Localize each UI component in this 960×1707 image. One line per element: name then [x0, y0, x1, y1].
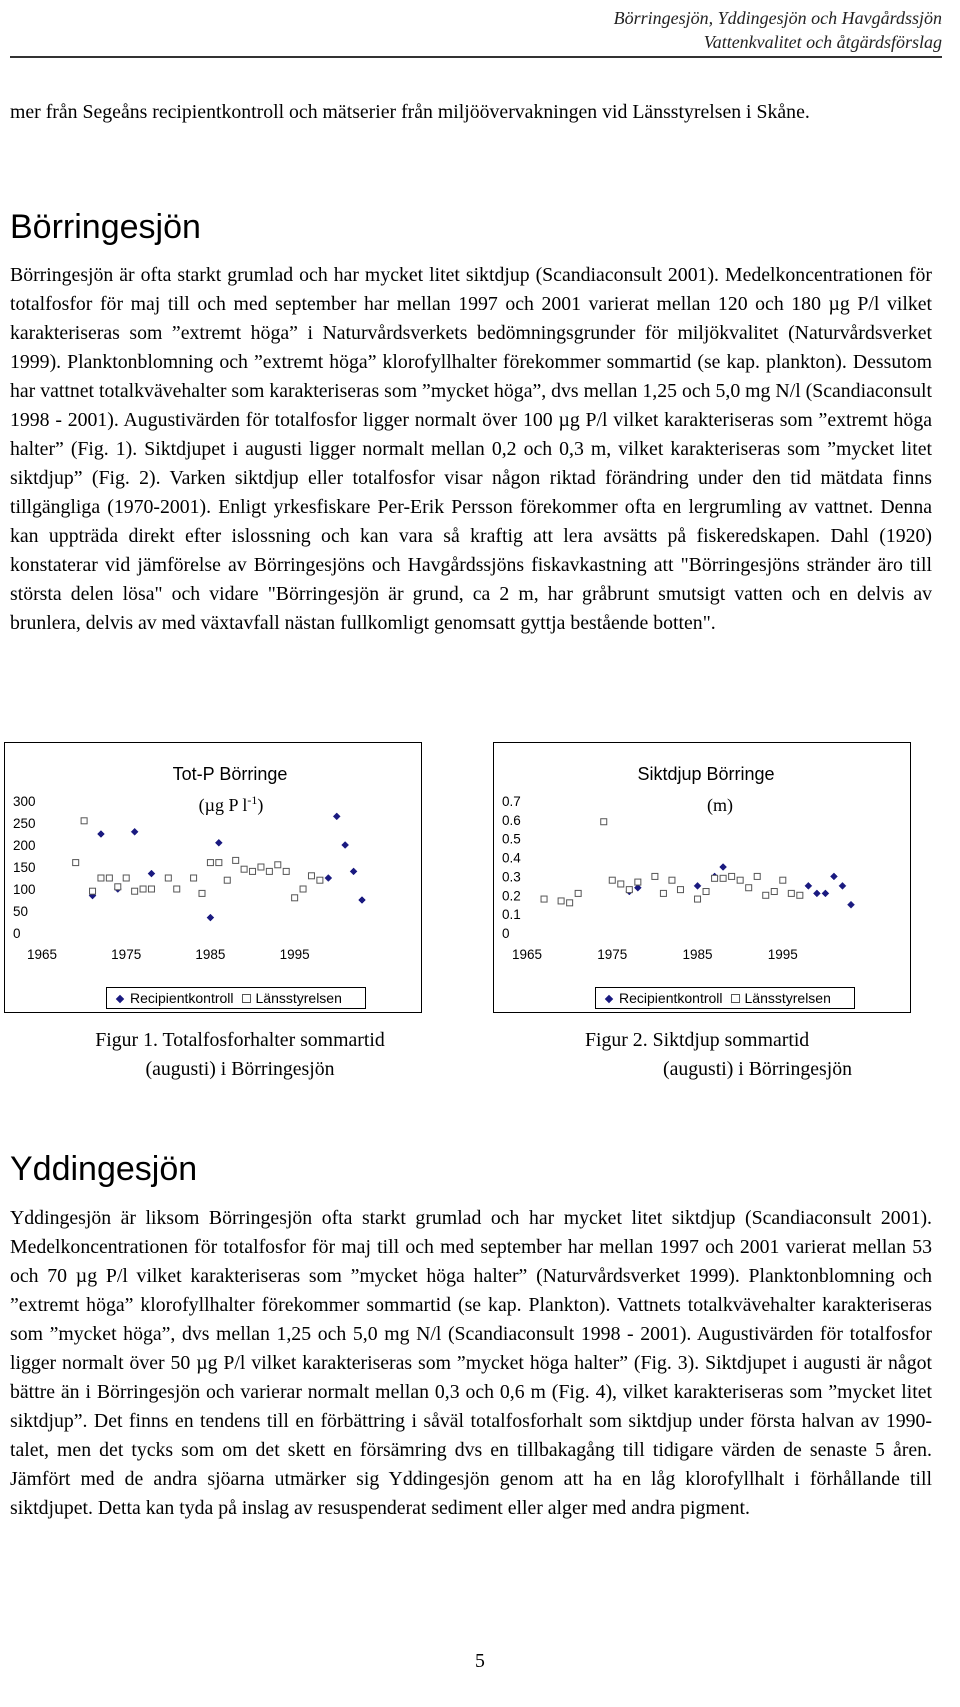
data-point-lansstyrelsen: [567, 900, 573, 906]
data-point-lansstyrelsen: [191, 875, 197, 881]
y-tick-label: 50: [13, 904, 29, 919]
legend-lansstyrelsen: Länsstyrelsen: [255, 990, 342, 1006]
y-tick-label: 0.4: [502, 850, 521, 866]
caption-line-2: (augusti) i Börringesjön: [663, 1058, 852, 1080]
data-point-lansstyrelsen: [199, 890, 205, 896]
data-point-lansstyrelsen: [140, 886, 146, 892]
data-point-lansstyrelsen: [300, 886, 306, 892]
y-tick-label: 250: [13, 816, 36, 831]
section-heading-borringesjon: Börringesjön: [10, 208, 201, 246]
data-point-lansstyrelsen: [541, 896, 547, 902]
y-tick-label: 0: [13, 926, 21, 941]
data-point-recipientkontroll: [350, 868, 357, 875]
data-point-lansstyrelsen: [258, 864, 264, 870]
data-point-recipientkontroll: [839, 882, 846, 889]
x-tick-label: 1975: [111, 947, 142, 962]
data-point-lansstyrelsen: [797, 892, 803, 898]
diamond-marker-icon: [605, 995, 613, 1003]
data-point-lansstyrelsen: [241, 866, 247, 872]
y-tick-label: 0.5: [502, 831, 521, 847]
legend-lansstyrelsen: Länsstyrelsen: [744, 990, 831, 1006]
data-point-lansstyrelsen: [754, 873, 760, 879]
data-point-recipientkontroll: [342, 842, 349, 849]
x-tick-label: 1965: [26, 947, 58, 962]
running-header: [614, 6, 942, 54]
section-paragraph-yddingesjon: Yddingesjön är liksom Börringesjön ofta starkt grumlad och har mycket litet siktdjup (Scandiaconsult 2001). Medelkoncentrationen för totalfosfor för maj till och med september har mellan 1997 och 2001 varierat mellan 53 och 70 µg P/l vilket karakteriseras som ”mycket höga halter” (Naturvårdsverket 1999). Planktonblomning och ”extremt höga” klorofyllhalter förekommer sommartid (se kap. Plankton). Vattnets totalkvävehalter karakteriseras som ”mycket höga”, dvs mellan 1,25 och 5,0 mg N/l (Scandiaconsult 1998 - 2001). Augustivärden för totalfosfor ligger normalt över 50 µg P/l vilket karakteriseras som ”mycket höga halter” (Fig. 3). Siktdjupet i augusti är något bättre än i Börringesjön och varierar normalt mellan 0,3 och 0,6 m (Fig. 4), vilket karakteriseras som ”mycket litet siktdjup”. Det finns en tendens till en förbättring i såväl totalfosforhalt som siktdjup under första halvan av 1990-talet, men det tycks som om det skett en försämring dvs en tillbakagång till tidigare värden de senaste 5 åren. Jämfört med de andra sjöarna utmärker sig Yddingesjön genom att ha en låg klorofyllhalt i förhållande till siktdjupet. Detta kan tyda på inslag av resuspenderat sediment eller alger med andra pigment.: [10, 1207, 932, 1519]
data-point-lansstyrelsen: [308, 873, 314, 879]
data-point-recipientkontroll: [215, 839, 222, 846]
y-tick-label: 100: [13, 882, 36, 897]
square-marker-icon: [242, 994, 251, 1003]
section-heading-yddingesjon: Yddingesjön: [10, 1150, 198, 1188]
chart-unit: (m): [707, 795, 733, 815]
data-point-recipientkontroll: [131, 828, 138, 835]
data-point-lansstyrelsen: [720, 875, 726, 881]
data-point-lansstyrelsen: [165, 875, 171, 881]
data-point-lansstyrelsen: [148, 886, 154, 892]
data-point-lansstyrelsen: [90, 888, 96, 894]
data-point-lansstyrelsen: [609, 877, 615, 883]
figure-2-caption: [560, 1026, 960, 1084]
page-number: 5: [475, 1650, 485, 1672]
figure-2-legend: [595, 987, 855, 1009]
data-point-recipientkontroll: [822, 890, 829, 897]
section-paragraph-borringesjon: Börringesjön är ofta starkt grumlad och har mycket litet siktdjup (Scandiaconsult 2001). Medelkoncentrationen för totalfosfor för maj till och med september har mellan 1997 och 2001 varierat mellan 120 och 180 µg P/l vilket karakteriseras som ”extremt höga” i Naturvårdsverkets bedömningsgrunder för miljökvalitet (Naturvårdsverket 1999). Planktonblomning och ”extremt höga” klorofyllhalter förekommer sommartid (se kap. plankton). Dessutom har vattnet totalkvävehalter som karakteriseras som ”mycket höga”, dvs mellan 1,25 och 5,0 mg N/l (Scandiaconsult 1998 - 2001). Augustivärden för totalfosfor ligger normalt över 100 µg P/l vilket karakteriseras som ”extremt höga halter” (Fig. 1). Siktdjupet i augusti ligger normalt mellan 0,2 och 0,3 m, vilket karakteriseras som ”mycket litet siktdjup” (Fig. 2). Varken siktdjup eller totalfosfor visar någon riktad förändring under den tid mätdata finns tillgängliga (1970-2001). Enligt yrkesfiskare Per-Erik Persson förekommer ofta en lergrumling av vattnet. Denna kan uppträda direkt efter islossning och kan vara så kraftig att lera avsätts på fiskeredskapen. Dahl (1920) konstaterar vid jämförelse av Börringesjöns och Havgårdssjöns fiskavkastning att "Börringesjöns stränder äro till största delen lösa" och vidare "Börringesjön är grund, ca 2 m, har gråbrunt smutsigt vatten och en delvis av brunlera, delvis av med växtavfall nästan fullkomligt genomsatt gyttja bestående botten".: [10, 264, 932, 634]
figure-1-caption: [40, 1026, 440, 1084]
y-tick-label: 0: [502, 926, 510, 941]
siktdjup-chart-svg: [494, 743, 912, 1014]
data-point-lansstyrelsen: [763, 892, 769, 898]
data-point-recipientkontroll: [813, 890, 820, 897]
caption-line-1: Figur 2. Siktdjup sommartid: [585, 1029, 810, 1051]
data-point-lansstyrelsen: [317, 877, 323, 883]
data-point-recipientkontroll: [830, 873, 837, 880]
data-point-lansstyrelsen: [695, 896, 701, 902]
legend-recipientkontroll: Recipientkontroll: [130, 990, 234, 1006]
data-point-lansstyrelsen: [132, 888, 138, 894]
data-point-lansstyrelsen: [626, 887, 632, 893]
data-point-lansstyrelsen: [233, 857, 239, 863]
data-point-lansstyrelsen: [224, 877, 230, 883]
x-tick-label: 1995: [767, 947, 798, 962]
figure-2-chart: [493, 742, 911, 1013]
data-point-lansstyrelsen: [123, 875, 129, 881]
data-point-recipientkontroll: [325, 875, 332, 882]
x-tick-label: 1985: [195, 947, 226, 962]
data-point-recipientkontroll: [805, 882, 812, 889]
data-point-lansstyrelsen: [703, 889, 709, 895]
caption-line-1: Figur 1. Totalfosforhalter sommartid: [95, 1029, 385, 1051]
header-line-1: Börringesjön, Yddingesjön och Havgårdssjön: [613, 8, 942, 28]
y-tick-label: 300: [13, 794, 36, 809]
data-point-recipientkontroll: [207, 914, 214, 921]
data-point-lansstyrelsen: [275, 862, 281, 868]
data-point-recipientkontroll: [148, 870, 155, 877]
figure-1-legend: [106, 987, 366, 1009]
data-point-lansstyrelsen: [788, 890, 794, 896]
y-tick-label: 0.7: [502, 794, 521, 809]
data-point-lansstyrelsen: [677, 887, 683, 893]
data-point-lansstyrelsen: [292, 895, 298, 901]
data-point-lansstyrelsen: [81, 818, 87, 824]
data-point-lansstyrelsen: [106, 875, 112, 881]
figure-1-chart: [4, 742, 422, 1013]
data-point-lansstyrelsen: [558, 898, 564, 904]
data-point-lansstyrelsen: [207, 860, 213, 866]
data-point-recipientkontroll: [333, 813, 340, 820]
diamond-marker-icon: [116, 995, 124, 1003]
square-marker-icon: [731, 994, 740, 1003]
data-point-lansstyrelsen: [771, 889, 777, 895]
data-point-lansstyrelsen: [283, 868, 289, 874]
data-point-lansstyrelsen: [266, 868, 272, 874]
data-point-lansstyrelsen: [98, 875, 104, 881]
data-point-lansstyrelsen: [652, 873, 658, 879]
y-tick-label: 0.2: [502, 888, 521, 904]
caption-line-2: (augusti) i Börringesjön: [145, 1058, 335, 1080]
y-tick-label: 150: [13, 860, 36, 875]
data-point-lansstyrelsen: [660, 890, 666, 896]
data-point-lansstyrelsen: [729, 873, 735, 879]
data-point-lansstyrelsen: [575, 890, 581, 896]
legend-recipientkontroll: Recipientkontroll: [619, 990, 723, 1006]
chart-title: Siktdjup Börringe: [637, 764, 775, 784]
x-tick-label: 1985: [682, 947, 713, 962]
x-tick-label: 1995: [279, 947, 310, 962]
y-tick-label: 0.3: [502, 869, 521, 885]
x-tick-label: 1965: [511, 947, 543, 962]
intro-paragraph: mer från Segeåns recipientkontroll och mätserier från miljöövervakningen vid Länsstyrelsen i Skåne.: [10, 101, 810, 123]
data-point-lansstyrelsen: [174, 886, 180, 892]
chart-title: Tot-P Börringe: [172, 764, 288, 784]
data-point-recipientkontroll: [97, 831, 104, 838]
data-point-lansstyrelsen: [635, 879, 641, 885]
data-point-recipientkontroll: [720, 864, 727, 871]
data-point-lansstyrelsen: [669, 877, 675, 883]
data-point-lansstyrelsen: [712, 875, 718, 881]
y-tick-label: 200: [13, 838, 36, 853]
data-point-lansstyrelsen: [250, 868, 256, 874]
data-point-lansstyrelsen: [115, 884, 121, 890]
header-rule: [10, 56, 942, 58]
data-point-lansstyrelsen: [780, 877, 786, 883]
data-point-recipientkontroll: [694, 882, 701, 889]
tot-p-chart-svg: [5, 743, 423, 1014]
header-line-2: Vattenkvalitet och åtgärdsförslag: [703, 32, 942, 52]
y-tick-label: 0.1: [502, 907, 521, 923]
y-tick-label: 0.6: [502, 812, 521, 828]
data-point-lansstyrelsen: [601, 819, 607, 825]
data-point-lansstyrelsen: [737, 877, 743, 883]
data-point-lansstyrelsen: [618, 881, 624, 887]
data-point-lansstyrelsen: [73, 860, 79, 866]
chart-unit: (µg P $l^{-1}$): [198, 793, 264, 815]
data-point-lansstyrelsen: [216, 860, 222, 866]
x-tick-label: 1975: [597, 947, 628, 962]
data-point-recipientkontroll: [359, 897, 366, 904]
data-point-recipientkontroll: [848, 901, 855, 908]
data-point-lansstyrelsen: [746, 885, 752, 891]
